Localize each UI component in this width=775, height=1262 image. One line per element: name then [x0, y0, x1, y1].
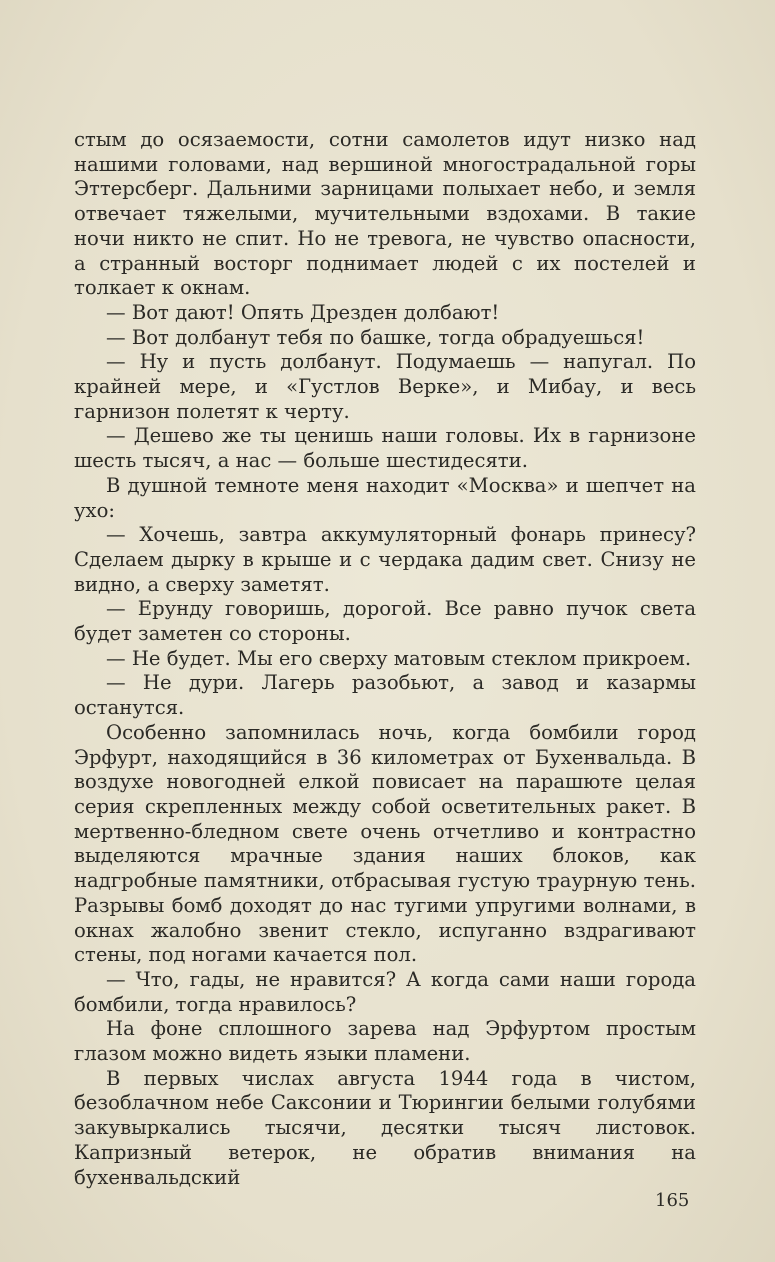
paragraph-2: — Вот дают! Опять Дрезден долбают! — [106, 300, 500, 324]
paragraph-9: — Не будет. Мы его сверху матовым стеклом прикроем. — [106, 646, 692, 670]
body-text — [74, 128, 696, 1190]
paragraph-13: На фоне сплошного зарева над Эрфуртом простым глазом можно видеть языки пламени. — [74, 1017, 696, 1066]
paragraph-11: Особенно запомнилась ночь, когда бомбили город Эрфурт, находящийся в 36 километрах от Бухенвальда. В воздухе новогодней елкой повисает на парашюте целая серия скрепленных между собой осветительных ракет. В мертвенно-бледном свете очень отчетливо и контрастно выделяются мрачные здания наших блоков, как надгробные памятники, отбрасывая густую траурную тень. Разрывы бомб доходят до нас тугими упругими волнами, в окнах жалобно звенит стекло, испуганно вздрагивают стены, под ногами качается пол. — [74, 720, 696, 967]
paragraph-10: — Не дури. Лагерь разобьют, а завод и казармы останутся. — [74, 671, 696, 720]
paragraph-8: — Ерунду говоришь, дорогой. Все равно пучок света будет заметен со стороны. — [74, 597, 696, 646]
paragraph-12: — Что, гады, не нравится? А когда сами наши города бомбили, тогда нравилось? — [74, 967, 696, 1016]
paragraph-14: В первых числах августа 1944 года в чистом, безоблачном небе Саксонии и Тюрингии белыми голубями закувыркались тысячи, десятки тысяч листовок. Капризный ветерок, не обратив внимания на бухенвальдский — [74, 1066, 696, 1189]
paragraph-4: — Ну и пусть долбанут. Подумаешь — напугал. По крайней мере, и «Густлов Верке», и Мибау, и весь гарнизон полетят к черту. — [74, 350, 696, 423]
paragraph-7: — Хочешь, завтра аккумуляторный фонарь принесу? Сделаем дырку в крыше и с чердака дадим свет. Снизу не видно, а сверху заметят. — [74, 523, 696, 596]
paragraph-5: — Дешево же ты ценишь наши головы. Их в гарнизоне шесть тысяч, а нас — больше шестидесяти. — [74, 424, 696, 473]
paragraph-6: В душной темноте меня находит «Москва» и шепчет на ухо: — [74, 473, 696, 522]
page-number: 165 — [655, 1190, 690, 1211]
paragraph-1: стым до осязаемости, сотни самолетов идут низко над нашими головами, над вершиной многострадальной горы Эттерсберг. Дальними зарницами полыхает небо, и земля отвечает тяжелыми, мучительными вздохами. В такие ночи никто не спит. Но не тревога, не чувство опасности, а странный восторг поднимает людей с их постелей и толкает к окнам. — [74, 128, 696, 300]
paragraph-3: — Вот долбанут тебя по башке, тогда обрадуешься! — [106, 325, 645, 349]
